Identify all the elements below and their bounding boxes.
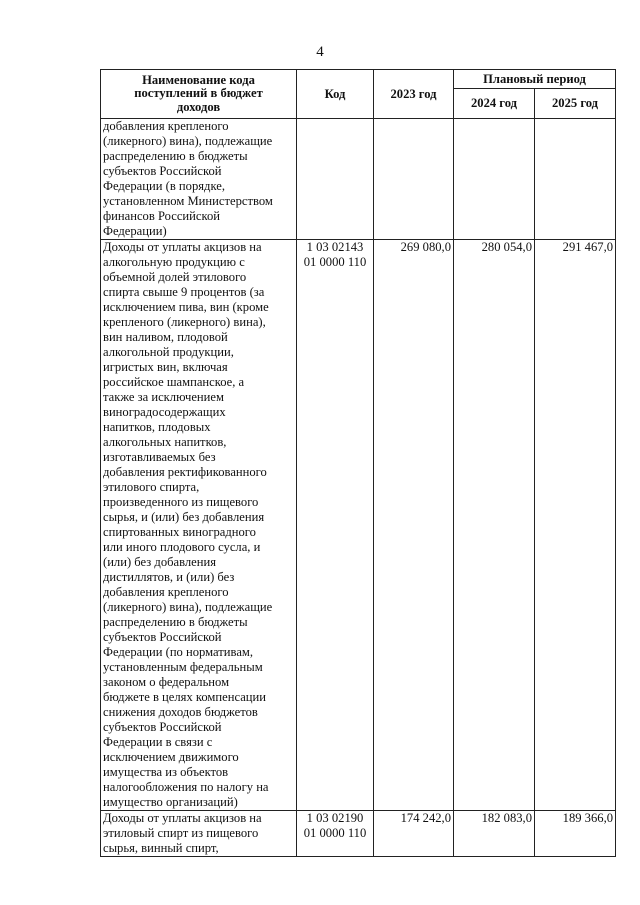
revenue-name-line: российское шампанское, а [103, 375, 245, 389]
table-row [101, 119, 616, 240]
amount-2024-cell: 182 083,0 [454, 811, 535, 857]
amount-2023-cell: 174 242,0 [374, 811, 454, 857]
revenue-code-cell [297, 119, 374, 240]
revenue-name-line: этиловый спирт из пищевого [103, 826, 259, 840]
revenue-name-line: финансов Российской [103, 209, 221, 223]
header-name-line: поступлений в бюджет [134, 86, 263, 101]
table-row [101, 811, 616, 857]
revenue-name-line: субъектов Российской [103, 164, 222, 178]
revenue-name-line: законом о федеральном [103, 675, 230, 689]
header-year-2023: 2023 год [374, 70, 454, 119]
revenue-name-line: (ликерного) вина), подлежащие [103, 134, 273, 148]
revenue-code-line: 1 03 02143 [306, 240, 364, 254]
revenue-name-line: алкогольных напитков, [103, 435, 227, 449]
revenue-name-line: бюджете в целях компенсации [103, 690, 267, 704]
revenue-name-line: вин наливом, плодовой [103, 330, 228, 344]
revenue-name-line: объемной долей этилового [103, 270, 247, 284]
amount-2024-cell [454, 119, 535, 240]
revenue-name-line: алкогольной продукции, [103, 345, 234, 359]
table-row [101, 240, 616, 811]
revenue-name-line: дистиллятов, и (или) без [103, 570, 235, 584]
revenue-name-line: Доходы от уплаты акцизов на [103, 240, 262, 254]
revenue-name-line: алкогольную продукцию с [103, 255, 245, 269]
header-code-column: Код [297, 70, 374, 119]
revenue-name-line: или иного плодового сусла, и [103, 540, 261, 554]
table-body [101, 119, 616, 857]
revenue-name-line: игристых вин, включая [103, 360, 228, 374]
revenue-name-line: изготавливаемых без [103, 450, 216, 464]
revenue-name-line: Федерации (в порядке, [103, 179, 225, 193]
revenue-name-line: спирта свыше 9 процентов (за [103, 285, 265, 299]
header-name-line: Наименование кода [142, 72, 255, 87]
revenue-name-line: также за исключением [103, 390, 224, 404]
revenue-name-line: добавления ректификованного [103, 465, 267, 479]
amount-2024-cell: 280 054,0 [454, 240, 535, 811]
header-name-line: доходов [176, 99, 221, 114]
revenue-name-line: напитков, плодовых [103, 420, 211, 434]
revenue-name-line: сырья, винный спирт, [103, 841, 219, 855]
revenue-name-line: распределению в бюджеты [103, 149, 248, 163]
revenue-name-line: (ликерного) вина), подлежащие [103, 600, 273, 614]
revenue-name-line: добавления крепленого [103, 119, 229, 133]
revenue-name-line: имущества из объектов [103, 765, 229, 779]
header-year-2025: 2025 год [535, 89, 616, 119]
revenue-code-line: 01 0000 110 [303, 826, 367, 840]
revenue-name-cell [101, 119, 297, 240]
amount-2023-cell [374, 119, 454, 240]
revenue-name-line: установленном Министерством [103, 194, 273, 208]
revenue-name-line: Федерации в связи с [103, 735, 213, 749]
revenue-code-cell [297, 240, 374, 811]
header-name-column [101, 70, 297, 119]
budget-revenue-table [100, 69, 616, 857]
revenue-name-line: произведенного из пищевого [103, 495, 259, 509]
revenue-name-line: спиртованных виноградного [103, 525, 256, 539]
revenue-name-line: Федерации) [103, 224, 167, 238]
table-header [101, 70, 616, 119]
revenue-name-cell [101, 240, 297, 811]
revenue-name-line: этилового спирта, [103, 480, 200, 494]
revenue-name-line: виноградосодержащих [103, 405, 226, 419]
revenue-name-line: распределению в бюджеты [103, 615, 248, 629]
revenue-name-line: исключением движимого [103, 750, 239, 764]
revenue-name-line: налогообложения по налогу на [103, 780, 269, 794]
revenue-name-line: Федерации (по нормативам, [103, 645, 254, 659]
amount-2023-cell: 269 080,0 [374, 240, 454, 811]
amount-2025-cell: 189 366,0 [535, 811, 616, 857]
page-number: 4 [316, 44, 324, 60]
revenue-name-line: крепленого (ликерного) вина), [103, 315, 266, 329]
revenue-name-line: Доходы от уплаты акцизов на [103, 811, 262, 825]
revenue-code-line: 01 0000 110 [303, 255, 367, 269]
revenue-name-line: установленным федеральным [103, 660, 263, 674]
revenue-name-line: субъектов Российской [103, 630, 222, 644]
revenue-name-line: добавления крепленого [103, 585, 229, 599]
revenue-name-line: исключением пива, вин (кроме [103, 300, 269, 314]
revenue-name-line: субъектов Российской [103, 720, 222, 734]
amount-2025-cell [535, 119, 616, 240]
revenue-name-line: (или) без добавления [103, 555, 217, 569]
amount-2025-cell: 291 467,0 [535, 240, 616, 811]
revenue-name-line: сырья, и (или) без добавления [103, 510, 265, 524]
header-plan-period: Плановый период [454, 70, 616, 89]
revenue-name-line: снижения доходов бюджетов [103, 705, 258, 719]
revenue-name-line: имущество организаций) [103, 795, 238, 809]
revenue-name-cell [101, 811, 297, 857]
revenue-code-cell [297, 811, 374, 857]
header-year-2024: 2024 год [454, 89, 535, 119]
revenue-code-line: 1 03 02190 [306, 811, 364, 825]
